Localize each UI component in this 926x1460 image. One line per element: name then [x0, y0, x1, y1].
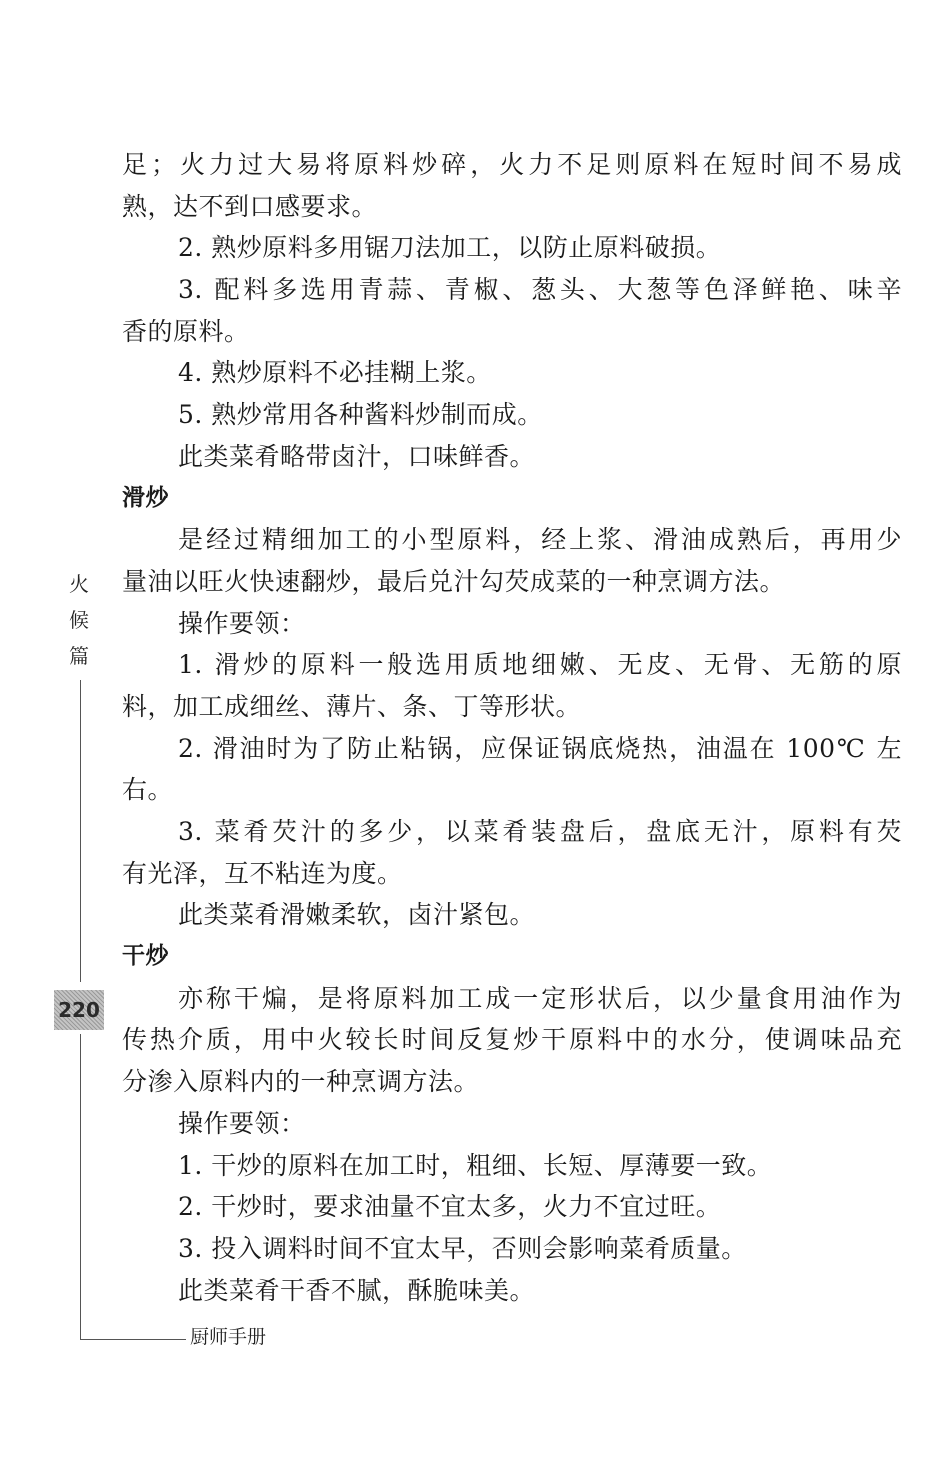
- text-line: 亦称干煸，是将原料加工成一定形状后，以少量食用油作为: [178, 983, 902, 1013]
- text-line: 2. 熟炒原料多用锯刀法加工，以防止原料破损。: [178, 233, 722, 263]
- chapter-label-char: 火: [69, 572, 89, 596]
- text-line: 料，加工成细丝、薄片、条、丁等形状。: [122, 691, 582, 721]
- text-line: 熟，达不到口感要求。: [122, 191, 378, 221]
- margin-rule-lower: [80, 1034, 81, 1340]
- text-line: 香的原料。: [122, 316, 250, 346]
- text-line: 是经过精细加工的小型原料，经上浆、滑油成熟后，再用少: [178, 525, 902, 555]
- text-line: 3. 配料多选用青蒜、青椒、葱头、大葱等色泽鲜艳、味辛: [178, 275, 902, 305]
- body-text: [122, 144, 902, 1311]
- page-number: 220: [58, 998, 100, 1022]
- text-line: 1. 干炒的原料在加工时，粗细、长短、厚薄要一致。: [178, 1150, 773, 1180]
- page-number-badge: [54, 990, 104, 1030]
- text-line: 操作要领：: [178, 608, 306, 638]
- text-line: 此类菜肴略带卤汁，口味鲜香。: [178, 441, 536, 471]
- text-line: 3. 菜肴芡汁的多少，以菜肴装盘后，盘底无汁，原料有芡: [178, 817, 902, 846]
- chapter-label-char: 候: [69, 608, 89, 632]
- text-line: 4. 熟炒原料不必挂糊上浆。: [178, 358, 492, 388]
- text-line: 有光泽，互不粘连为度。: [122, 858, 403, 888]
- margin-rule-upper: [80, 680, 81, 982]
- text-line: 右。: [122, 775, 174, 805]
- text-line: 5. 熟炒常用各种酱料炒制而成。: [178, 400, 543, 430]
- text-line: 操作要领：: [178, 1108, 306, 1138]
- text-line: 此类菜肴干香不腻，酥脆味美。: [178, 1275, 536, 1305]
- text-line: 2. 滑油时为了防止粘锅，应保证锅底烧热，油温在 100℃ 左: [178, 733, 902, 763]
- text-line: 分渗入原料内的一种烹调方法。: [122, 1067, 480, 1097]
- text-line: 3. 投入调料时间不宜太早，否则会影响菜肴质量。: [178, 1233, 747, 1263]
- text-line: 此类菜肴滑嫩柔软，卤汁紧包。: [178, 900, 536, 930]
- chapter-side-label: [66, 566, 92, 674]
- text-line: 传热介质，用中火较长时间反复炒干原料中的水分，使调味品充: [122, 1025, 902, 1055]
- footer-rule: [80, 1339, 186, 1340]
- section-heading: 滑炒: [122, 484, 169, 511]
- text-line: 2. 干炒时，要求油量不宜太多，火力不宜过旺。: [178, 1192, 722, 1222]
- text-line: 量油以旺火快速翻炒，最后兑汁勾芡成菜的一种烹调方法。: [122, 566, 786, 596]
- footer-book-title: 厨师手册: [190, 1326, 267, 1348]
- text-line: 足；火力过大易将原料炒碎，火力不足则原料在短时间不易成: [122, 150, 902, 179]
- section-heading: 干炒: [122, 943, 169, 970]
- chapter-label-char: 篇: [69, 644, 89, 668]
- text-line: 1. 滑炒的原料一般选用质地细嫩、无皮、无骨、无筋的原: [178, 650, 902, 680]
